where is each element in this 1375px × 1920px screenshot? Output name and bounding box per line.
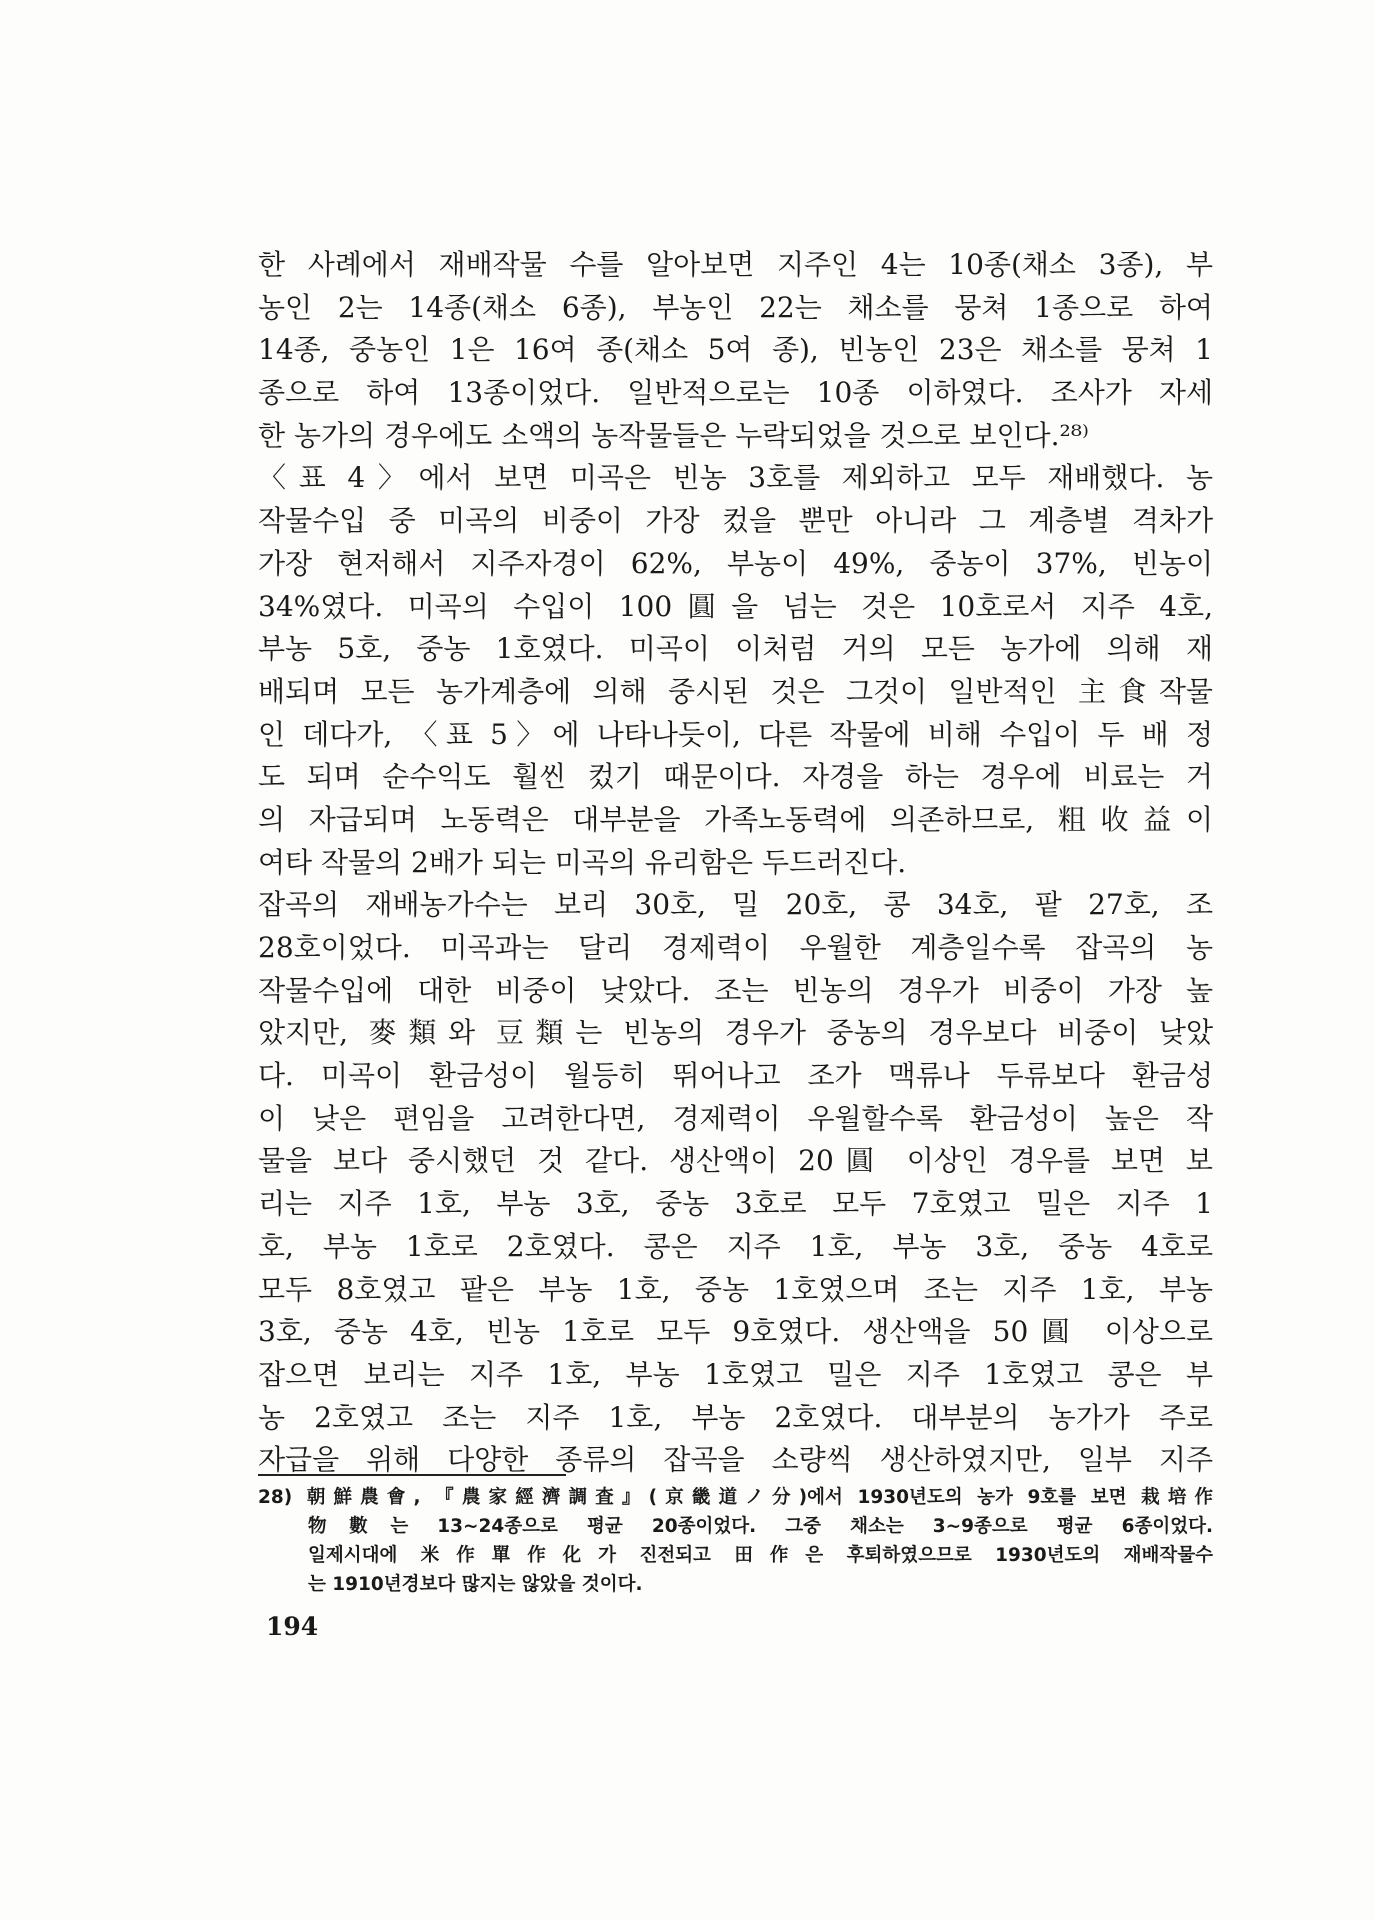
- footnote: [258, 1483, 1213, 1599]
- text-line: 도 되며 순수익도 훨씬 컸기 때문이다. 자경을 하는 경우에 비료는 거: [258, 760, 1213, 794]
- text-line: 종으로 하여 13종이었다. 일반적으로는 10종 이하였다. 조사가 자세: [258, 376, 1213, 410]
- text-line: 다. 미곡이 환금성이 월등히 뛰어나고 조가 맥류나 두류보다 환금성: [258, 1059, 1213, 1093]
- text-line: 모두 8호였고 팥은 부농 1호, 중농 1호였으며 조는 지주 1호, 부농: [258, 1272, 1213, 1306]
- text-line: 잡곡의 재배농가수는 보리 30호, 밀 20호, 콩 34호, 팥 27호, 조: [258, 888, 1213, 922]
- text-line: 인 데다가, 〈표 5〉에 나타나듯이, 다른 작물에 비해 수입이 두 배 정: [258, 717, 1213, 751]
- footnote-line: 일제시대에 米作單作化가 진전되고 田作은 후퇴하였으므로 1930년도의 재배작물수: [308, 1545, 1213, 1566]
- footnote-divider: [258, 1474, 566, 1476]
- text-line: 여타 작물의 2배가 되는 미곡의 유리함은 두드러진다.: [258, 845, 907, 879]
- text-line: 한 사례에서 재배작물 수를 알아보면 지주인 4는 10종(채소 3종), 부: [258, 248, 1213, 281]
- text-line: 작물수입 중 미곡의 비중이 가장 컸을 뿐만 아니라 그 계층별 격차가: [258, 504, 1213, 538]
- text-line: 자급을 위해 다양한 종류의 잡곡을 소량씩 생산하였지만, 일부 지주: [258, 1443, 1213, 1477]
- text-line: 의 자급되며 노동력은 대부분을 가족노동력에 의존하므로, 粗收益이: [258, 802, 1213, 836]
- footnote-line: 28) 朝鮮農會, 『農家經濟調査』(京畿道ノ分)에서 1930년도의 농가 9호를 보면 栽培作: [258, 1487, 1213, 1508]
- footnote-line: 物數는 13~24종으로 평균 20종이었다. 그중 채소는 3~9종으로 평균 6종이었다.: [308, 1516, 1213, 1537]
- text-line: 한 농가의 경우에도 소액의 농작물들은 누락되었을 것으로 보인다.²⁸⁾: [258, 418, 1089, 452]
- text-line: 3호, 중농 4호, 빈농 1호로 모두 9호였다. 생산액을 50圓 이상으로: [258, 1315, 1213, 1349]
- text-line: 았지만, 麥類와 豆類는 빈농의 경우가 중농의 경우보다 비중이 낮았: [258, 1016, 1213, 1050]
- text-line: 물을 보다 중시했던 것 같다. 생산액이 20圓 이상인 경우를 보면 보: [258, 1144, 1213, 1178]
- text-line: 배되며 모든 농가계층에 의해 중시된 것은 그것이 일반적인 主食작물: [258, 674, 1213, 708]
- text-line: 가장 현저해서 지주자경이 62%, 부농이 49%, 중농이 37%, 빈농이: [258, 546, 1213, 580]
- text-line: 34%였다. 미곡의 수입이 100圓을 넘는 것은 10호로서 지주 4호,: [258, 589, 1213, 623]
- text-line: 리는 지주 1호, 부농 3호, 중농 3호로 모두 7호였고 밀은 지주 1: [258, 1187, 1213, 1221]
- text-line: 작물수입에 대한 비중이 낮았다. 조는 빈농의 경우가 비중이 가장 높: [258, 973, 1213, 1007]
- text-line: 14종, 중농인 1은 16여 종(채소 5여 종), 빈농인 23은 채소를 뭉쳐 1: [258, 333, 1213, 367]
- text-line: 이 낮은 편임을 고려한다면, 경제력이 우월할수록 환금성이 높은 작: [258, 1101, 1213, 1135]
- text-line: 농 2호였고 조는 지주 1호, 부농 2호였다. 대부분의 농가가 주로: [258, 1400, 1213, 1434]
- text-line: 호, 부농 1호로 2호였다. 콩은 지주 1호, 부농 3호, 중농 4호로: [258, 1229, 1213, 1263]
- text-line: 잡으면 보리는 지주 1호, 부농 1호였고 밀은 지주 1호였고 콩은 부: [258, 1357, 1213, 1391]
- page-number: 194: [266, 1612, 319, 1641]
- footnote-line: 는 1910년경보다 많지는 않았을 것이다.: [308, 1574, 643, 1595]
- text-line: 28호이었다. 미곡과는 달리 경제력이 우월한 계층일수록 잡곡의 농: [258, 931, 1213, 964]
- text-line: 농인 2는 14종(채소 6종), 부농인 22는 채소를 뭉쳐 1종으로 하여: [258, 290, 1213, 324]
- body-text: [258, 244, 1213, 1482]
- text-line: 부농 5호, 중농 1호였다. 미곡이 이처럼 거의 모든 농가에 의해 재: [258, 632, 1213, 666]
- text-line: 〈표 4〉에서 보면 미곡은 빈농 3호를 제외하고 모두 재배했다. 농: [258, 461, 1213, 495]
